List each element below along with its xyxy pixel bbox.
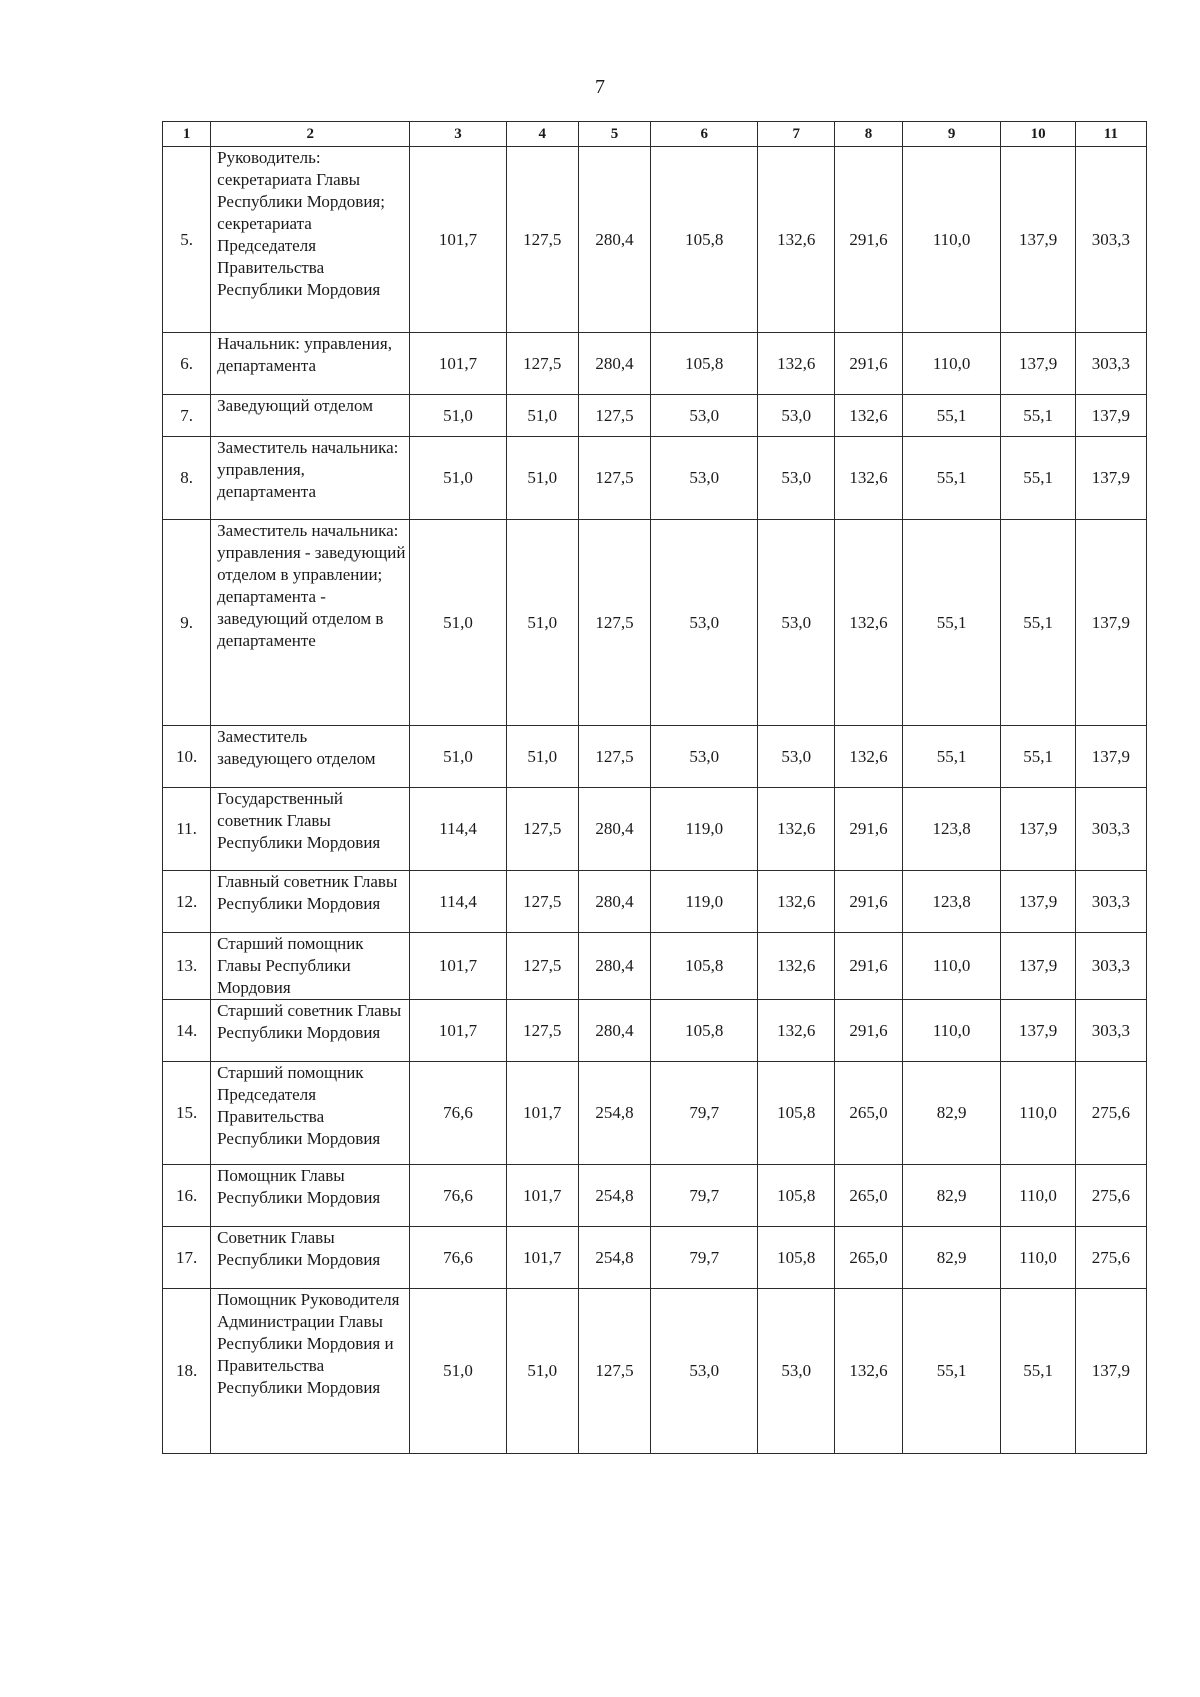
column-number-header-row bbox=[163, 122, 1147, 147]
value-cell-col-9: 55,1 bbox=[902, 520, 1001, 726]
value-cell-col-3: 101,7 bbox=[410, 933, 506, 1000]
value-cell-col-7: 105,8 bbox=[758, 1062, 835, 1165]
value-cell-col-6: 53,0 bbox=[651, 395, 758, 437]
value-cell-col-10: 137,9 bbox=[1001, 333, 1075, 395]
value-cell-col-3: 101,7 bbox=[410, 147, 506, 333]
value-cell-col-3: 101,7 bbox=[410, 333, 506, 395]
value-cell-col-4: 51,0 bbox=[506, 520, 578, 726]
value-cell-col-6: 53,0 bbox=[651, 520, 758, 726]
value-cell-col-6: 79,7 bbox=[651, 1165, 758, 1227]
value-cell-col-6: 105,8 bbox=[651, 333, 758, 395]
value-cell-col-8: 132,6 bbox=[835, 395, 903, 437]
value-cell-col-11: 275,6 bbox=[1075, 1165, 1146, 1227]
value-cell-col-9: 55,1 bbox=[902, 437, 1001, 520]
value-cell-col-6: 105,8 bbox=[651, 147, 758, 333]
value-cell-col-10: 110,0 bbox=[1001, 1165, 1075, 1227]
value-cell-col-3: 76,6 bbox=[410, 1227, 506, 1289]
value-cell-col-6: 79,7 bbox=[651, 1062, 758, 1165]
value-cell-col-10: 55,1 bbox=[1001, 1289, 1075, 1454]
value-cell-col-5: 127,5 bbox=[578, 520, 650, 726]
position-name: Заместитель начальника: управления, департамента bbox=[211, 437, 410, 520]
row-number: 8. bbox=[163, 437, 211, 520]
value-cell-col-10: 137,9 bbox=[1001, 933, 1075, 1000]
value-cell-col-5: 127,5 bbox=[578, 1289, 650, 1454]
table-row bbox=[163, 1165, 1147, 1227]
position-name: Помощник Главы Республики Мордовия bbox=[211, 1165, 410, 1227]
page-number: 7 bbox=[595, 76, 605, 98]
table-row bbox=[163, 1227, 1147, 1289]
column-header-10: 10 bbox=[1001, 122, 1075, 147]
position-name: Заведующий отделом bbox=[211, 395, 410, 437]
table-row bbox=[163, 395, 1147, 437]
table-row bbox=[163, 933, 1147, 1000]
value-cell-col-7: 53,0 bbox=[758, 520, 835, 726]
value-cell-col-7: 53,0 bbox=[758, 1289, 835, 1454]
row-number: 7. bbox=[163, 395, 211, 437]
value-cell-col-8: 291,6 bbox=[835, 333, 903, 395]
value-cell-col-10: 55,1 bbox=[1001, 520, 1075, 726]
value-cell-col-9: 110,0 bbox=[902, 1000, 1001, 1062]
value-cell-col-3: 51,0 bbox=[410, 395, 506, 437]
value-cell-col-11: 137,9 bbox=[1075, 520, 1146, 726]
value-cell-col-3: 51,0 bbox=[410, 1289, 506, 1454]
value-cell-col-5: 280,4 bbox=[578, 147, 650, 333]
value-cell-col-7: 53,0 bbox=[758, 395, 835, 437]
value-cell-col-4: 51,0 bbox=[506, 1289, 578, 1454]
value-cell-col-11: 303,3 bbox=[1075, 933, 1146, 1000]
value-cell-col-9: 110,0 bbox=[902, 333, 1001, 395]
column-header-2: 2 bbox=[211, 122, 410, 147]
value-cell-col-7: 53,0 bbox=[758, 726, 835, 788]
value-cell-col-4: 127,5 bbox=[506, 933, 578, 1000]
value-cell-col-6: 105,8 bbox=[651, 933, 758, 1000]
value-cell-col-11: 137,9 bbox=[1075, 395, 1146, 437]
value-cell-col-3: 51,0 bbox=[410, 520, 506, 726]
value-cell-col-4: 101,7 bbox=[506, 1227, 578, 1289]
value-cell-col-11: 303,3 bbox=[1075, 1000, 1146, 1062]
value-cell-col-9: 55,1 bbox=[902, 1289, 1001, 1454]
value-cell-col-7: 105,8 bbox=[758, 1165, 835, 1227]
position-name: Заместитель заведующего отделом bbox=[211, 726, 410, 788]
column-header-3: 3 bbox=[410, 122, 506, 147]
position-name: Старший помощник Председателя Правительства Республики Мордовия bbox=[211, 1062, 410, 1165]
value-cell-col-3: 51,0 bbox=[410, 437, 506, 520]
value-cell-col-8: 291,6 bbox=[835, 933, 903, 1000]
value-cell-col-4: 127,5 bbox=[506, 147, 578, 333]
row-number: 17. bbox=[163, 1227, 211, 1289]
value-cell-col-9: 55,1 bbox=[902, 395, 1001, 437]
row-number: 16. bbox=[163, 1165, 211, 1227]
position-name: Главный советник Главы Республики Мордовия bbox=[211, 871, 410, 933]
value-cell-col-9: 123,8 bbox=[902, 788, 1001, 871]
value-cell-col-8: 291,6 bbox=[835, 788, 903, 871]
column-header-6: 6 bbox=[651, 122, 758, 147]
value-cell-col-7: 132,6 bbox=[758, 147, 835, 333]
value-cell-col-11: 137,9 bbox=[1075, 1289, 1146, 1454]
value-cell-col-5: 280,4 bbox=[578, 933, 650, 1000]
value-cell-col-10: 110,0 bbox=[1001, 1062, 1075, 1165]
value-cell-col-8: 291,6 bbox=[835, 871, 903, 933]
value-cell-col-6: 53,0 bbox=[651, 726, 758, 788]
value-cell-col-5: 127,5 bbox=[578, 437, 650, 520]
table-body bbox=[163, 147, 1147, 1454]
value-cell-col-4: 51,0 bbox=[506, 726, 578, 788]
value-cell-col-6: 79,7 bbox=[651, 1227, 758, 1289]
column-header-5: 5 bbox=[578, 122, 650, 147]
row-number: 11. bbox=[163, 788, 211, 871]
value-cell-col-9: 110,0 bbox=[902, 933, 1001, 1000]
column-header-11: 11 bbox=[1075, 122, 1146, 147]
value-cell-col-10: 110,0 bbox=[1001, 1227, 1075, 1289]
table-row bbox=[163, 520, 1147, 726]
value-cell-col-10: 137,9 bbox=[1001, 1000, 1075, 1062]
table-row bbox=[163, 1289, 1147, 1454]
table-row bbox=[163, 147, 1147, 333]
position-name: Старший помощник Главы Республики Мордовия bbox=[211, 933, 410, 1000]
table-row bbox=[163, 726, 1147, 788]
value-cell-col-8: 132,6 bbox=[835, 1289, 903, 1454]
position-name: Старший советник Главы Республики Мордовия bbox=[211, 1000, 410, 1062]
column-header-1: 1 bbox=[163, 122, 211, 147]
value-cell-col-8: 132,6 bbox=[835, 437, 903, 520]
value-cell-col-6: 105,8 bbox=[651, 1000, 758, 1062]
value-cell-col-9: 123,8 bbox=[902, 871, 1001, 933]
value-cell-col-8: 291,6 bbox=[835, 1000, 903, 1062]
row-number: 9. bbox=[163, 520, 211, 726]
value-cell-col-5: 254,8 bbox=[578, 1062, 650, 1165]
value-cell-col-6: 119,0 bbox=[651, 788, 758, 871]
value-cell-col-9: 82,9 bbox=[902, 1165, 1001, 1227]
value-cell-col-10: 55,1 bbox=[1001, 395, 1075, 437]
value-cell-col-7: 132,6 bbox=[758, 333, 835, 395]
position-name: Государственный советник Главы Республики Мордовия bbox=[211, 788, 410, 871]
value-cell-col-11: 303,3 bbox=[1075, 333, 1146, 395]
row-number: 13. bbox=[163, 933, 211, 1000]
value-cell-col-9: 82,9 bbox=[902, 1227, 1001, 1289]
row-number: 18. bbox=[163, 1289, 211, 1454]
position-name: Помощник Руководителя Администрации Главы Республики Мордовия и Правительства Республики Мордовия bbox=[211, 1289, 410, 1454]
row-number: 14. bbox=[163, 1000, 211, 1062]
value-cell-col-11: 303,3 bbox=[1075, 147, 1146, 333]
column-header-4: 4 bbox=[506, 122, 578, 147]
value-cell-col-11: 303,3 bbox=[1075, 788, 1146, 871]
value-cell-col-5: 254,8 bbox=[578, 1165, 650, 1227]
value-cell-col-11: 137,9 bbox=[1075, 726, 1146, 788]
value-cell-col-11: 275,6 bbox=[1075, 1227, 1146, 1289]
value-cell-col-6: 53,0 bbox=[651, 1289, 758, 1454]
value-cell-col-4: 127,5 bbox=[506, 871, 578, 933]
row-number: 5. bbox=[163, 147, 211, 333]
value-cell-col-10: 55,1 bbox=[1001, 437, 1075, 520]
value-cell-col-3: 101,7 bbox=[410, 1000, 506, 1062]
value-cell-col-7: 105,8 bbox=[758, 1227, 835, 1289]
value-cell-col-4: 51,0 bbox=[506, 437, 578, 520]
value-cell-col-5: 280,4 bbox=[578, 1000, 650, 1062]
column-header-8: 8 bbox=[835, 122, 903, 147]
value-cell-col-8: 265,0 bbox=[835, 1165, 903, 1227]
value-cell-col-4: 101,7 bbox=[506, 1062, 578, 1165]
value-cell-col-9: 82,9 bbox=[902, 1062, 1001, 1165]
value-cell-col-7: 132,6 bbox=[758, 871, 835, 933]
value-cell-col-7: 132,6 bbox=[758, 788, 835, 871]
table-row bbox=[163, 871, 1147, 933]
value-cell-col-5: 280,4 bbox=[578, 333, 650, 395]
table-row bbox=[163, 788, 1147, 871]
value-cell-col-4: 51,0 bbox=[506, 395, 578, 437]
value-cell-col-4: 127,5 bbox=[506, 1000, 578, 1062]
value-cell-col-11: 303,3 bbox=[1075, 871, 1146, 933]
value-cell-col-3: 51,0 bbox=[410, 726, 506, 788]
value-cell-col-10: 55,1 bbox=[1001, 726, 1075, 788]
value-cell-col-5: 280,4 bbox=[578, 871, 650, 933]
value-cell-col-3: 76,6 bbox=[410, 1062, 506, 1165]
row-number: 10. bbox=[163, 726, 211, 788]
value-cell-col-4: 101,7 bbox=[506, 1165, 578, 1227]
value-cell-col-8: 291,6 bbox=[835, 147, 903, 333]
value-cell-col-3: 114,4 bbox=[410, 788, 506, 871]
value-cell-col-8: 132,6 bbox=[835, 520, 903, 726]
value-cell-col-3: 114,4 bbox=[410, 871, 506, 933]
value-cell-col-4: 127,5 bbox=[506, 788, 578, 871]
column-header-7: 7 bbox=[758, 122, 835, 147]
salary-table bbox=[162, 121, 1147, 1454]
row-number: 15. bbox=[163, 1062, 211, 1165]
row-number: 12. bbox=[163, 871, 211, 933]
value-cell-col-10: 137,9 bbox=[1001, 147, 1075, 333]
value-cell-col-9: 110,0 bbox=[902, 147, 1001, 333]
value-cell-col-8: 265,0 bbox=[835, 1227, 903, 1289]
position-name: Начальник: управления, департамента bbox=[211, 333, 410, 395]
column-header-9: 9 bbox=[902, 122, 1001, 147]
value-cell-col-5: 127,5 bbox=[578, 726, 650, 788]
value-cell-col-5: 127,5 bbox=[578, 395, 650, 437]
position-name: Советник Главы Республики Мордовия bbox=[211, 1227, 410, 1289]
value-cell-col-5: 280,4 bbox=[578, 788, 650, 871]
value-cell-col-6: 119,0 bbox=[651, 871, 758, 933]
value-cell-col-8: 132,6 bbox=[835, 726, 903, 788]
value-cell-col-7: 132,6 bbox=[758, 933, 835, 1000]
position-name: Руководитель: секретариата Главы Республики Мордовия; секретариата Председателя Правительства Республики Мордовия bbox=[211, 147, 410, 333]
value-cell-col-11: 137,9 bbox=[1075, 437, 1146, 520]
table-row bbox=[163, 437, 1147, 520]
value-cell-col-9: 55,1 bbox=[902, 726, 1001, 788]
value-cell-col-10: 137,9 bbox=[1001, 871, 1075, 933]
value-cell-col-4: 127,5 bbox=[506, 333, 578, 395]
row-number: 6. bbox=[163, 333, 211, 395]
table-row bbox=[163, 1000, 1147, 1062]
value-cell-col-7: 53,0 bbox=[758, 437, 835, 520]
value-cell-col-10: 137,9 bbox=[1001, 788, 1075, 871]
table-row bbox=[163, 333, 1147, 395]
position-name: Заместитель начальника: управления - заведующий отделом в управлении; департамента - заведующий отделом в департаменте bbox=[211, 520, 410, 726]
table-row bbox=[163, 1062, 1147, 1165]
value-cell-col-11: 275,6 bbox=[1075, 1062, 1146, 1165]
value-cell-col-3: 76,6 bbox=[410, 1165, 506, 1227]
value-cell-col-6: 53,0 bbox=[651, 437, 758, 520]
value-cell-col-5: 254,8 bbox=[578, 1227, 650, 1289]
value-cell-col-7: 132,6 bbox=[758, 1000, 835, 1062]
value-cell-col-8: 265,0 bbox=[835, 1062, 903, 1165]
